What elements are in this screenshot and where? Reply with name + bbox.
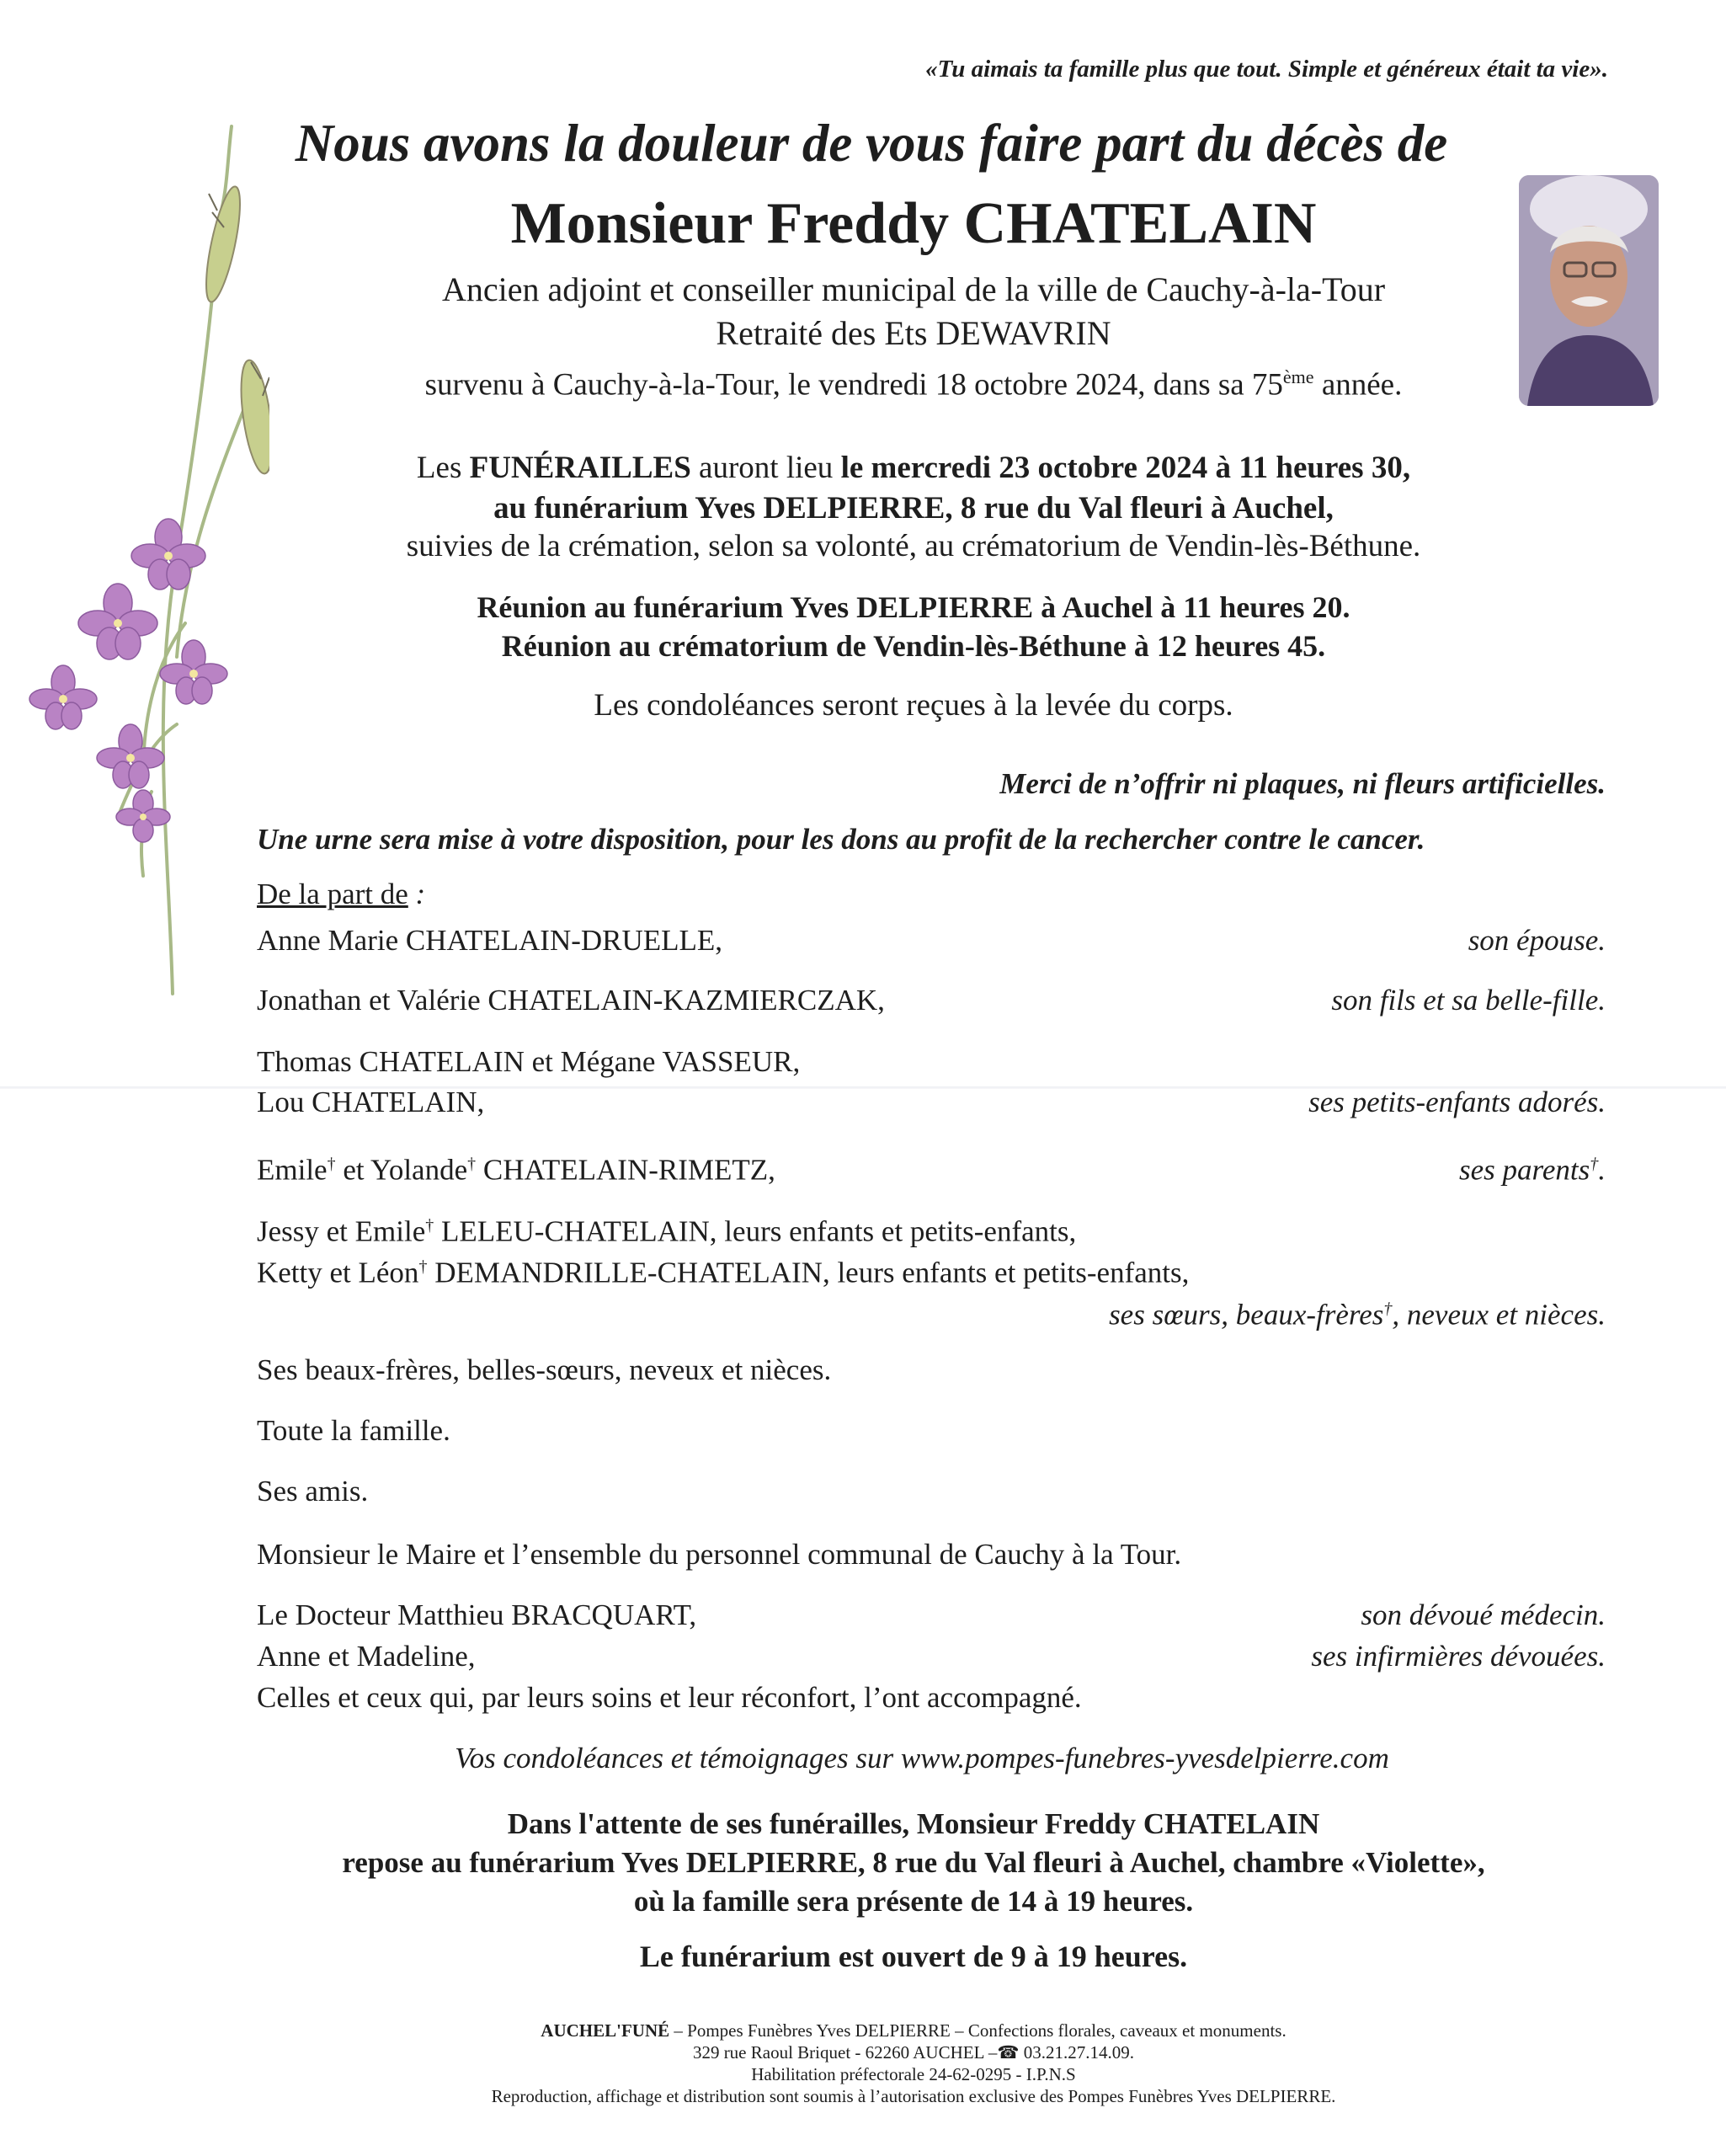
announcement-line: Nous avons la douleur de vous faire part du décès de	[295, 114, 1448, 173]
phone-icon: ☎	[997, 2042, 1020, 2063]
urn-donation-notice: Une urne sera mise à votre disposition, pour les dons au profit de la rechercher contre le cancer.	[257, 823, 1425, 856]
footer-reproduction-notice: Reproduction, affichage et distribution sont soumis à l’autorisation exclusive des Pompes Funèbres Yves DELPIERRE.	[491, 2086, 1336, 2106]
funeral-date-line: Les FUNÉRAILLES auront lieu le mercredi 23 octobre 2024 à 11 heures 30,	[416, 451, 1411, 485]
deceased-role: Ancien adjoint et conseiller municipal de la ville de Cauchy-à-la-Tour	[441, 270, 1386, 308]
funerarium-hours: Le funérarium est ouvert de 9 à 19 heures.	[639, 1940, 1188, 1973]
meeting-funerarium: Réunion au funérarium Yves DELPIERRE à Auchel à 11 heures 20.	[477, 590, 1350, 624]
rest-line-3: où la famille sera présente de 14 à 19 heures.	[633, 1885, 1194, 1918]
epigraph: «Tu aimais ta famille plus que tout. Simple et généreux était ta vie».	[925, 56, 1608, 83]
footer-address-line: 329 rue Raoul Briquet - 62260 AUCHEL –☎ 03.21.27.14.09.	[692, 2042, 1135, 2063]
deceased-name: Monsieur Freddy CHATELAIN	[510, 191, 1317, 256]
deceased-employer: Retraité des Ets DEWAVRIN	[716, 314, 1111, 352]
deceased-portrait-photo	[1519, 175, 1659, 406]
rest-line-2: repose au funérarium Yves DELPIERRE, 8 rue du Val fleuri à Auchel, chambre «Violette»,	[342, 1846, 1485, 1879]
funeral-place: au funérarium Yves DELPIERRE, 8 rue du Val fleuri à Auchel,	[493, 491, 1334, 526]
cremation-line: suivies de la crémation, selon sa volonté, au crématorium de Vendin-lès-Béthune.	[406, 529, 1421, 563]
footer-company-line: AUCHEL'FUNÉ – Pompes Funèbres Yves DELPIERRE – Confections florales, caveaux et monuments.	[541, 2020, 1287, 2041]
no-flowers-request: Merci de n’offrir ni plaques, ni fleurs artificielles.	[999, 767, 1606, 800]
condolences-notice: Les condoléances seront reçues à la levée du corps.	[594, 688, 1233, 723]
meeting-crematorium: Réunion au crématorium de Vendin-lès-Béthune à 12 heures 45.	[501, 629, 1326, 663]
death-details: survenu à Cauchy-à-la-Tour, le vendredi 18 octobre 2024, dans sa 75ème année.	[424, 366, 1403, 403]
rest-line-1: Dans l'attente de ses funérailles, Monsieur Freddy CHATELAIN	[507, 1807, 1320, 1840]
online-condolences: Vos condoléances et témoignages sur www.pompes-funebres-yvesdelpierre.com	[455, 1742, 1389, 1774]
footer-habilitation: Habilitation préfectorale 24-62-0295 - I.P.N.S	[751, 2064, 1076, 2084]
